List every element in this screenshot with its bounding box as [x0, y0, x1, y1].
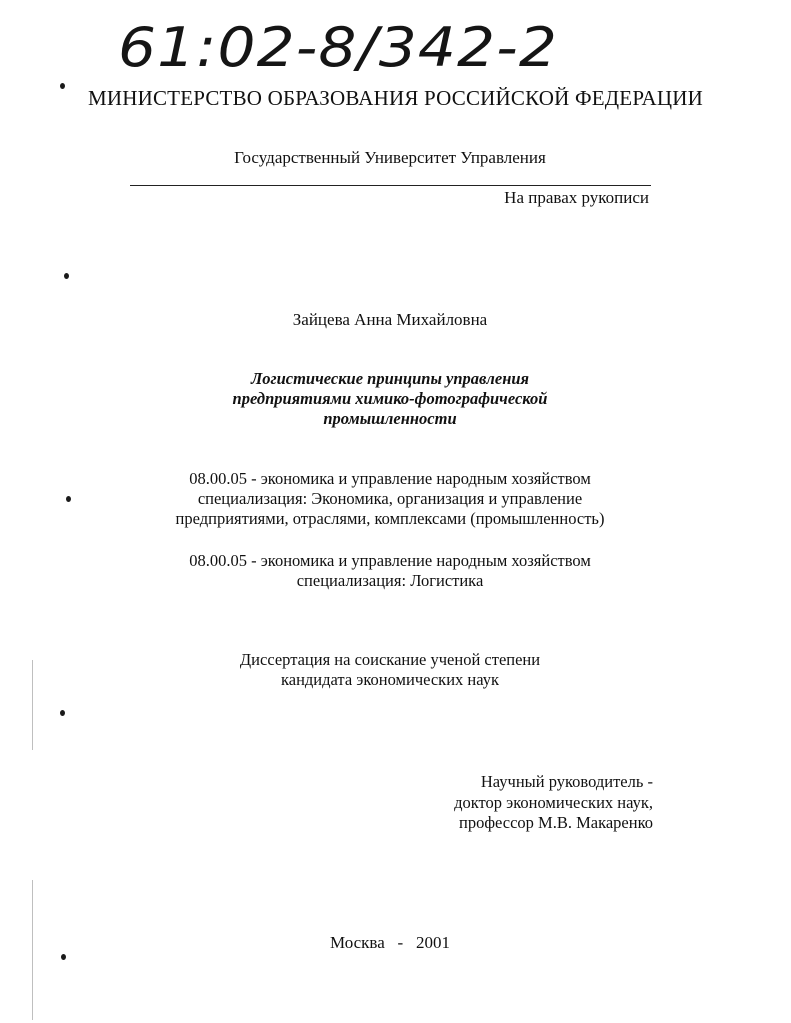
scan-dot: [64, 273, 69, 279]
supervisor-line: доктор экономических наук,: [454, 792, 653, 812]
scan-edge-line: [32, 660, 33, 750]
specialty-line: предприятиями, отраслями, комплексами (промышленность): [175, 509, 605, 528]
supervisor-block: [454, 772, 653, 834]
supervisor-line: Научный руководитель -: [480, 772, 653, 791]
handwritten-code-svg: [118, 10, 578, 80]
rights-note: На правах рукописи: [504, 188, 649, 207]
title-line: предприятиями химико-фотографической: [232, 389, 548, 408]
dissertation-title: [140, 369, 640, 429]
university-name: Государственный Университет Управления: [234, 148, 546, 167]
city: Москва: [330, 933, 385, 952]
specialty-line: специализация: Логистика: [296, 571, 484, 590]
specialty-block-1: [120, 469, 660, 529]
ministry-heading: МИНИСТЕРСТВО ОБРАЗОВАНИЯ РОССИЙСКОЙ ФЕДЕРАЦИИ: [87, 86, 703, 110]
year: 2001: [415, 933, 450, 952]
handwritten-code-text: 61:02-8/342-2: [118, 16, 558, 79]
city-year: [0, 933, 780, 953]
scan-dot: [61, 954, 66, 960]
title-line: промышленности: [323, 409, 457, 428]
scan-dot: [60, 710, 65, 716]
scan-dot: [66, 496, 71, 502]
specialty-line: специализация: Экономика, организация и управление: [197, 489, 583, 508]
degree-line: кандидата экономических наук: [280, 670, 499, 689]
specialty-block-2: [120, 551, 660, 591]
specialty-line: 08.00.05 - экономика и управление народным хозяйством: [189, 469, 591, 488]
header-divider: [130, 185, 651, 186]
author-name: Зайцева Анна Михайловна: [292, 310, 488, 329]
specialty-line: 08.00.05 - экономика и управление народным хозяйством: [189, 551, 591, 570]
handwritten-archive-code: [118, 10, 578, 80]
separator: -: [397, 933, 404, 952]
title-line: Логистические принципы управления: [250, 369, 530, 388]
degree-line: Диссертация на соискание ученой степени: [239, 650, 541, 669]
supervisor-line: профессор М.В. Макаренко: [459, 813, 653, 832]
degree-statement: [120, 650, 660, 690]
